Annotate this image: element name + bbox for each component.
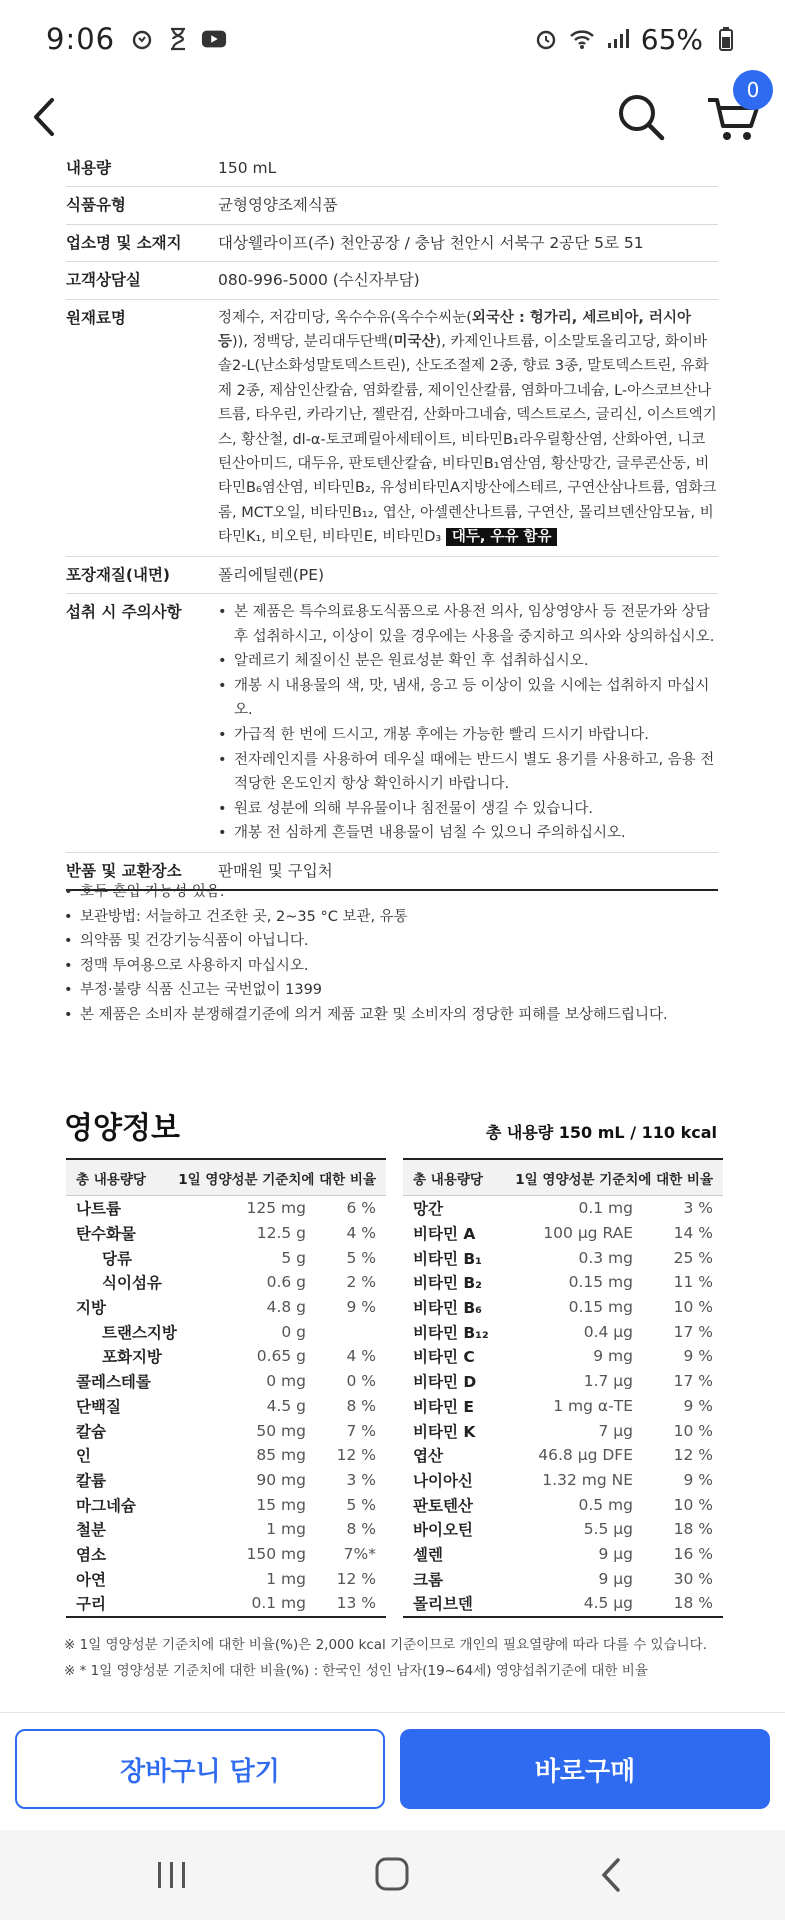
nutrient-percent: 16 % (673, 1544, 713, 1563)
nutrient-amount: 100 μg RAE (543, 1224, 633, 1243)
nutrient-percent: 2 % (346, 1273, 376, 1292)
nutrient-name: 포화지방 (102, 1348, 162, 1367)
nutrient-amount: 90 mg (256, 1470, 306, 1489)
info-row (66, 150, 718, 187)
nutrient-percent: 5 % (346, 1248, 376, 1267)
nutrient-amount: 5 g (281, 1248, 306, 1267)
ingredients-text: 정제수, 저감미당, 옥수수유(옥수수씨눈( (218, 309, 472, 326)
nutrient-name: 비타민 D (413, 1373, 477, 1392)
nutrition-row (403, 1270, 723, 1295)
nutrient-amount: 0.6 g (266, 1273, 306, 1292)
buy-now-button[interactable]: 바로구매 (400, 1729, 770, 1809)
allergen-label: 대두, 우유 함유 (446, 528, 558, 546)
status-time: 9:06 (46, 22, 116, 56)
ingredients-row (66, 300, 718, 557)
caution-item: • 원료 성분에 의해 부유물이나 침전물이 생길 수 있습니다. (218, 797, 718, 822)
nutrient-percent: 3 % (346, 1470, 376, 1489)
nav-back-icon[interactable] (598, 1856, 624, 1894)
info-key: 반품 및 교환장소 (66, 862, 182, 881)
origin-text: 미국산 (393, 334, 436, 351)
nutrient-percent: 4 % (346, 1224, 376, 1243)
nutrient-amount: 85 mg (256, 1446, 306, 1465)
nutrient-amount: 1 mg (266, 1569, 306, 1588)
add-to-cart-button[interactable]: 장바구니 담기 (15, 1729, 385, 1809)
nutrient-name: 바이오틴 (413, 1521, 473, 1540)
cautions-row (66, 594, 718, 853)
nutrient-percent: 18 % (673, 1594, 713, 1613)
purchase-bar (0, 1712, 785, 1830)
nutrient-percent: 13 % (336, 1594, 376, 1613)
nutrient-amount: 9 μg (598, 1544, 633, 1563)
nutrient-name: 나트륨 (76, 1200, 121, 1219)
nutrition-footnotes (64, 1632, 744, 1684)
nutrition-row (403, 1492, 723, 1517)
nutrient-name: 비타민 B₂ (413, 1274, 482, 1293)
ingredients-value (218, 306, 718, 550)
nutrient-percent: 14 % (673, 1224, 713, 1243)
search-icon[interactable] (612, 88, 670, 146)
nutrient-name: 판토텐산 (413, 1496, 473, 1515)
nutrition-table-right (403, 1158, 723, 1618)
nutrient-amount: 150 mg (246, 1544, 306, 1563)
nutrient-name: 비타민 B₆ (413, 1299, 482, 1318)
nutrient-percent: 8 % (346, 1520, 376, 1539)
battery-icon (713, 26, 739, 52)
nutrient-amount: 15 mg (256, 1495, 306, 1514)
nutrient-name: 몰리브덴 (413, 1595, 473, 1614)
nutrient-percent: 5 % (346, 1495, 376, 1514)
nutrient-amount: 0.15 mg (568, 1298, 633, 1317)
info-row (66, 262, 718, 299)
info-value: 판매원 및 구입처 (218, 862, 333, 881)
nutrient-name: 지방 (76, 1299, 106, 1318)
caution-item: • 알레르기 체질이신 분은 원료성분 확인 후 섭취하십시오. (218, 649, 718, 674)
nutrient-name: 크롬 (413, 1570, 443, 1589)
nutrient-percent: 11 % (673, 1273, 713, 1292)
caution-item: • 본 제품은 특수의료용도식품으로 사용전 의사, 임상영양사 등 전문가와 상담 후 섭취하시고, 이상이 있을 경우에는 사용을 중지하고 의사와 상의하십시오. (218, 600, 718, 649)
nutrient-amount: 46.8 μg DFE (538, 1446, 633, 1465)
nutrient-name: 아연 (76, 1570, 106, 1589)
nutrient-percent: 7 % (346, 1421, 376, 1440)
nutrient-name: 칼슘 (76, 1422, 106, 1441)
nutrient-name: 칼륨 (76, 1471, 106, 1490)
nutrient-amount: 0 mg (266, 1372, 306, 1391)
nutrition-row (403, 1295, 723, 1320)
nutrient-name: 콜레스테롤 (76, 1373, 151, 1392)
product-info-table (66, 150, 718, 891)
nutrition-row (403, 1443, 723, 1468)
nutrient-name: 비타민 B₁ (413, 1249, 482, 1268)
nutrient-amount: 0.1 mg (251, 1594, 306, 1613)
nutrient-amount: 125 mg (246, 1199, 306, 1218)
nutrition-row (403, 1418, 723, 1443)
nutrient-percent: 10 % (673, 1298, 713, 1317)
nutrition-row (403, 1221, 723, 1246)
nutrition-table-left (66, 1158, 386, 1618)
top-bar (0, 78, 785, 156)
info-value: 균형영양조제식품 (218, 196, 338, 215)
hourglass-icon (165, 26, 191, 52)
nutrient-amount: 0.65 g (256, 1347, 306, 1366)
nutrition-title: 영양정보 (64, 1111, 180, 1146)
nutrient-amount: 9 μg (598, 1569, 633, 1588)
nutrient-percent: 17 % (673, 1372, 713, 1391)
nutrition-row (66, 1394, 386, 1419)
ingredients-text: ), 카제인나트륨, 이소말토올리고당, 화이바솔2-L(난소화성말토덱스트린), 산도조절제 2종, 향료 3종, 말토덱스트린, 유화제 2종, 제삼인산칼슘, 염화칼륨, 제이인산칼륨, 염화마그네슘, L-아스코브산나트륨, 타우린, 카라기난, 젤란검, 산화마그네슘, 덱스트로스, 글리신, 이스트엑기스, 황산철, dl-α-토코페릴아세테이트, 비타민B₁라우릴황산염, 산화아연, 니코틴산아미드, 대두유, 판토텐산칼슘, 비타민B₁염산염, 황산망간, 글루콘산동, 비타민B₆염산염, 비타민B₂, 유성비타민A지방산에스테르, 구연산삼나트륨, 염화크롬, MCT오일, 비타민B₁₂, 엽산, 아셀렌산나트륨, 구연산, 몰리브덴산암모늄, 비타민K₁, 비오틴, 비타민E, 비타민D₃ (218, 334, 717, 546)
nutrition-row (66, 1492, 386, 1517)
nutrient-amount: 4.5 μg (583, 1594, 633, 1613)
caution-item: • 가급적 한 번에 드시고, 개봉 후에는 가능한 빨리 드시기 바랍니다. (218, 723, 718, 748)
nutrient-name: 셀렌 (413, 1545, 443, 1564)
info-value: 폴리에틸렌(PE) (218, 565, 325, 584)
battery-percent: 65% (640, 22, 703, 56)
header-daily-ratio: 1일 영양성분 기준치에 대한 비율 (178, 1171, 376, 1188)
nutrient-percent: 9 % (683, 1470, 713, 1489)
nutrient-amount: 1.32 mg NE (542, 1470, 633, 1489)
nutrient-percent: 7%* (343, 1544, 376, 1563)
caution-item: • 전자레인지를 사용하여 데우실 때에는 반드시 별도 용기를 사용하고, 음용 전 적당한 온도인지 항상 확인하시기 바랍니다. (218, 748, 718, 797)
info-key: 내용량 (66, 159, 111, 177)
header-daily-ratio: 1일 영양성분 기준치에 대한 비율 (515, 1171, 713, 1188)
info-key: 고객상담실 (66, 271, 141, 290)
note-item: • 의약품 및 건강기능식품이 아닙니다. (64, 929, 724, 954)
cautions-list (218, 600, 718, 846)
youtube-icon (201, 26, 227, 52)
nutrient-amount: 12.5 g (256, 1224, 306, 1243)
info-key: 원재료명 (66, 308, 126, 327)
nutrient-name: 당류 (102, 1249, 132, 1268)
nutrient-name: 식이섬유 (102, 1274, 162, 1293)
nutrient-percent: 30 % (673, 1569, 713, 1588)
note-item: • 본 제품은 소비자 분쟁해결기준에 의거 제품 교환 및 소비자의 정당한 피해를 보상해드립니다. (64, 1003, 724, 1028)
nutrient-amount: 0.3 mg (578, 1248, 633, 1267)
info-row (66, 557, 718, 594)
nutrient-percent: 9 % (683, 1347, 713, 1366)
caution-item: • 개봉 시 내용물의 색, 맛, 냄새, 응고 등 이상이 있을 시에는 섭취하지 마십시오. (218, 674, 718, 723)
nutrient-percent: 0 % (346, 1372, 376, 1391)
recent-apps-icon[interactable] (156, 1858, 188, 1892)
nutrient-amount: 0.5 mg (578, 1495, 633, 1514)
nutrition-row (66, 1270, 386, 1295)
nutrient-amount: 0.4 μg (583, 1322, 633, 1341)
nutrient-amount: 4.5 g (266, 1396, 306, 1415)
home-icon[interactable] (374, 1856, 410, 1892)
info-key: 포장재질(내면) (66, 565, 171, 584)
nutrition-row (66, 1468, 386, 1493)
nutrition-row (66, 1221, 386, 1246)
nutrient-name: 비타민 A (413, 1225, 476, 1244)
nutrient-name: 비타민 B₁₂ (413, 1323, 489, 1342)
nutrient-percent: 12 % (673, 1446, 713, 1465)
nutrition-row (66, 1319, 386, 1344)
nutrient-name: 인 (76, 1447, 91, 1466)
nutrition-table-header (66, 1160, 386, 1196)
nutrition-row (66, 1245, 386, 1270)
nutrient-amount: 1 mg (266, 1520, 306, 1539)
signal-icon (605, 26, 631, 52)
nutrient-percent: 12 % (336, 1569, 376, 1588)
nutrient-name: 단백질 (76, 1397, 121, 1416)
nutrition-row (66, 1418, 386, 1443)
cart-count-badge: 0 (733, 70, 773, 110)
back-icon[interactable] (28, 92, 68, 142)
nutrient-name: 철분 (76, 1521, 106, 1540)
nutrition-row (403, 1344, 723, 1369)
nutrient-percent: 3 % (683, 1199, 713, 1218)
nutrient-amount: 7 μg (598, 1421, 633, 1440)
nutrition-row (66, 1566, 386, 1591)
nutrition-row (403, 1196, 723, 1221)
nutrient-amount: 5.5 μg (583, 1520, 633, 1539)
nutrient-name: 탄수화물 (76, 1225, 136, 1244)
info-row (66, 187, 718, 224)
nutrient-percent: 12 % (336, 1446, 376, 1465)
nutrition-row (403, 1245, 723, 1270)
nutrient-percent: 18 % (673, 1520, 713, 1539)
alarm-icon (129, 26, 155, 52)
info-value: 대상웰라이프(주) 천안공장 / 충남 천안시 서북구 2공단 5로 51 (218, 233, 644, 252)
nutrient-name: 구리 (76, 1595, 106, 1614)
nutrient-name: 마그네슘 (76, 1496, 136, 1515)
nutrient-name: 비타민 C (413, 1348, 475, 1367)
note-item: • 보관방법: 서늘하고 건조한 곳, 2~35 °C 보관, 유통 (64, 905, 724, 930)
nutrient-name: 비타민 E (413, 1397, 474, 1416)
nutrition-table-header (403, 1160, 723, 1196)
nutrient-name: 비타민 K (413, 1422, 476, 1441)
ingredients-text: )), 정백당, 분리대두단백( (232, 334, 394, 351)
nutrition-row (66, 1295, 386, 1320)
nutrient-amount: 0.15 mg (568, 1273, 633, 1292)
nutrient-amount: 50 mg (256, 1421, 306, 1440)
nutrient-name: 트랜스지방 (102, 1323, 177, 1342)
nutrition-row (66, 1591, 386, 1616)
header-per-total: 총 내용량당 (76, 1171, 146, 1188)
nutrition-row (66, 1542, 386, 1567)
nutrient-name: 엽산 (413, 1447, 443, 1466)
nutrition-row (66, 1196, 386, 1221)
nutrition-row (66, 1369, 386, 1394)
notes-list (64, 880, 724, 1028)
nutrient-percent: 9 % (683, 1396, 713, 1415)
nutrient-name: 나이아신 (413, 1471, 473, 1490)
nutrition-row (403, 1542, 723, 1567)
nutrient-percent: 6 % (346, 1199, 376, 1218)
info-key: 식품유형 (66, 196, 126, 215)
nutrition-row (403, 1319, 723, 1344)
info-value: 080-996-5000 (수신자부담) (218, 271, 420, 290)
footnote: ※ 1일 영양성분 기준치에 대한 비율(%)은 2,000 kcal 기준이므로 개인의 필요열량에 따라 다를 수 있습니다. (64, 1637, 708, 1653)
nutrition-total: 총 내용량 150 mL / 110 kcal (485, 1123, 717, 1142)
info-key: 업소명 및 소재지 (66, 233, 182, 252)
nutrient-amount: 1.7 μg (583, 1372, 633, 1391)
origin-text: 외국산 : 헝가리, 세르비아, 러시아 등 (218, 309, 691, 351)
nutrition-row (403, 1369, 723, 1394)
info-key: 섭취 시 주의사항 (66, 603, 182, 622)
info-row (66, 225, 718, 262)
header-per-total: 총 내용량당 (413, 1171, 483, 1188)
nutrient-percent: 4 % (346, 1347, 376, 1366)
nutrition-row (403, 1468, 723, 1493)
note-item: • 부정·불량 식품 신고는 국번없이 1399 (64, 978, 724, 1003)
nutrient-percent: 17 % (673, 1322, 713, 1341)
nutrient-percent: 25 % (673, 1248, 713, 1267)
note-item: • 정맥 투여용으로 사용하지 마십시오. (64, 954, 724, 979)
nutrition-row (66, 1344, 386, 1369)
nutrient-percent: 10 % (673, 1495, 713, 1514)
info-value: 150 mL (218, 159, 277, 177)
nutrient-name: 염소 (76, 1545, 106, 1564)
nutrition-row (403, 1517, 723, 1542)
nutrition-row (66, 1517, 386, 1542)
alarm-icon (533, 26, 559, 52)
nutrition-row (66, 1443, 386, 1468)
nutrition-row (403, 1394, 723, 1419)
nutrient-name: 망간 (413, 1200, 443, 1219)
system-nav-bar (0, 1830, 785, 1920)
caution-item: • 개봉 전 심하게 흔들면 내용물이 넘칠 수 있으니 주의하십시오. (218, 821, 718, 846)
nutrient-percent: 8 % (346, 1396, 376, 1415)
nutrient-amount: 4.8 g (266, 1298, 306, 1317)
nutrient-amount: 0 g (281, 1322, 306, 1341)
note-item: • 호두 혼입 가능성 있음. (64, 880, 724, 905)
nutrition-row (403, 1566, 723, 1591)
nutrition-row (403, 1591, 723, 1616)
nutrient-amount: 1 mg α-TE (553, 1396, 633, 1415)
nutrient-amount: 9 mg (593, 1347, 633, 1366)
status-bar (0, 0, 785, 78)
nutrient-amount: 0.1 mg (578, 1199, 633, 1218)
footnote: ※ * 1일 영양성분 기준치에 대한 비율(%) : 한국인 성인 남자(19~64세) 영양섭취기준에 대한 비율 (64, 1663, 648, 1679)
nutrient-percent: 10 % (673, 1421, 713, 1440)
wifi-icon (569, 26, 595, 52)
nutrient-percent: 9 % (346, 1298, 376, 1317)
